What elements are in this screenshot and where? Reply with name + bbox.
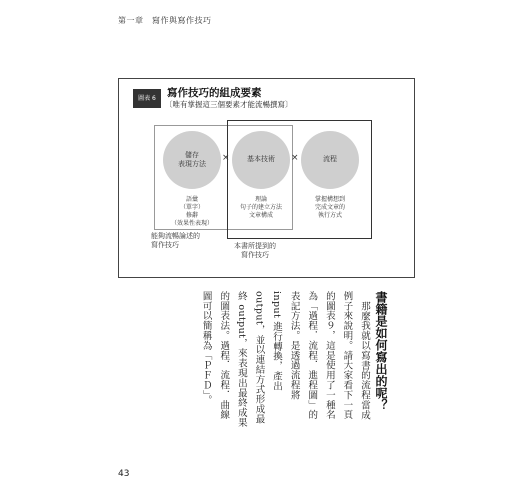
figure-diagram xyxy=(118,78,415,278)
times-symbol: × xyxy=(222,153,230,163)
element-circle-technique xyxy=(232,131,290,189)
body-text xyxy=(197,291,373,429)
circle-label: 基本技術 xyxy=(247,155,275,164)
element-items-expression: 語彙 （單字） 修辭 （效果性表現） xyxy=(170,196,213,228)
running-header: 第一章 寫作與寫作技巧 xyxy=(118,16,212,25)
times-symbol: × xyxy=(291,153,299,163)
caption-left: 能夠流暢論述的 寫作技巧 xyxy=(151,232,200,250)
element-circle-flow xyxy=(301,131,359,189)
element-items-technique: 理論 句子的建立方法 文章構成 xyxy=(239,196,282,220)
figure-subtitle: 〔唯有掌握這三個要素才能流暢撰寫〕 xyxy=(165,100,293,109)
figure-label: 圖表 6 xyxy=(133,89,161,108)
section-heading: 書籍是如何寫出的呢？ xyxy=(374,291,388,411)
element-circle-expression xyxy=(163,131,221,189)
element-items-flow: 掌握構想到 完成文章的 執行方式 xyxy=(314,196,345,220)
figure-title: 寫作技巧的組成要素 xyxy=(167,87,262,99)
page-number: 43 xyxy=(118,469,130,479)
body-paragraph: 那麼我就以寫書的流程當成例子來說明。請大家看下一頁的圖表９，這是使用了一種名為「過程．流程．進程圖」的表記方法。是透過流程將 input 進行轉換，產出 output，並以連結方式形成最終 output，來表現出最終成果的圖表法。過程．流程．曲線圖可以簡稱為「ＰＦＤ」。 xyxy=(200,291,370,428)
caption-center: 本書所提到的 寫作技巧 xyxy=(234,242,276,260)
circle-label: 儲存 表現方法 xyxy=(178,150,206,168)
circle-label: 流程 xyxy=(323,155,337,164)
